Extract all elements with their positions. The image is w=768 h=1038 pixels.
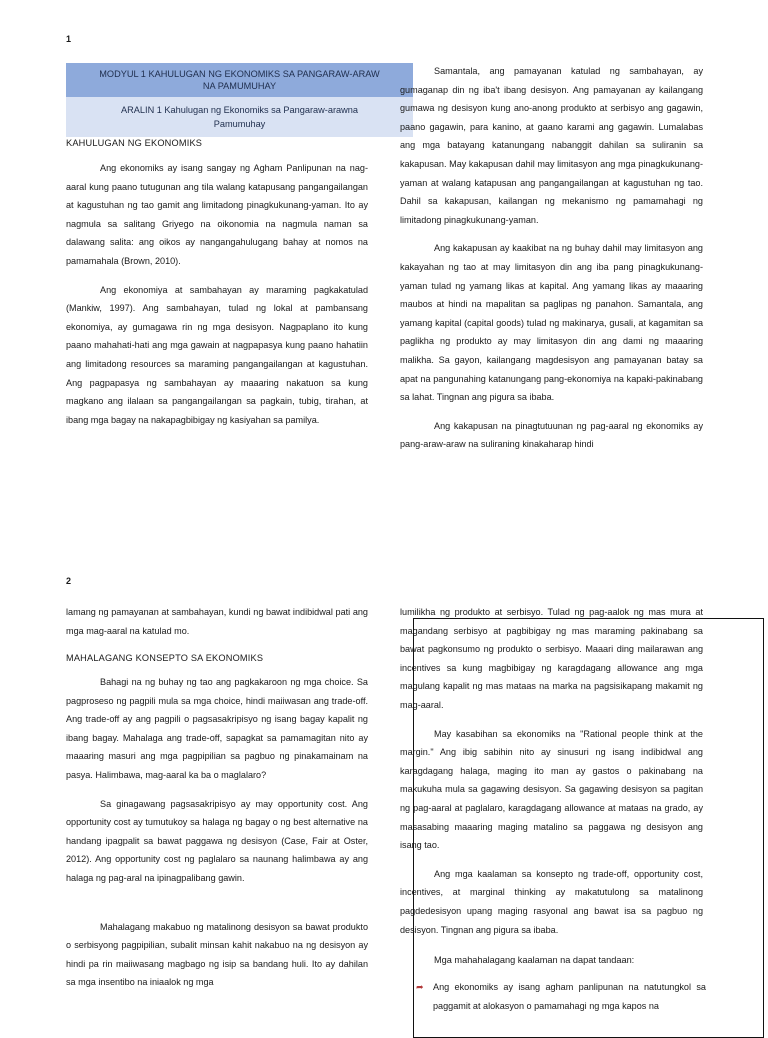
key-point-text: Ang ekonomiks ay isang agham panlipunan na natutungkol sa paggamit at alokasyon o pamamahagi ng mga kapos na	[433, 982, 706, 1011]
paragraph: Sa ginagawang pagsasakripisyo ay may opportunity cost. Ang opportunity cost ay tumutukoy sa halaga ng bagay o ng best alternative na handang ipagpalit sa bawat paggawa ng desisyon (Case, Fair at Oster, 2012). Ang opportunity cost ng paglalaro sa naunang halimbawa ay ang halaga ng pag-aral na ipinagpalibang gawin.	[66, 798, 368, 883]
paragraph: lumilikha ng produkto at serbisyo. Tulad ng pag-aalok ng mas mura at magandang serbisyo at pagbibigay ng mas maraming pakinabang sa bawat pagkonsumo ng produkto o serbisyo. Maaari ding mailarawan ang incentives sa kung magbibigay ng karagdagang allowance ang mga magulang kapalit ng mas mataas na marka na pagsisikapang makamit ng mag-aaral.	[400, 607, 703, 710]
paragraph: Mahalagang makabuo ng matalinong desisyon sa bawat produkto o serbisyong pagpipilian, subalit minsan kahit nakabuo na ng desisyon ay hindi pa rin maiiwasang magbago ng isip sa bandang huli. Ito ay dahilan sa mga insentibo na iniaalok ng mga	[66, 921, 368, 988]
lesson-title: ARALIN 1 Kahulugan ng Ekonomiks sa Pangaraw-arawna Pamumuhay	[121, 105, 358, 129]
key-point-item	[416, 978, 706, 1015]
page-number: 1	[66, 34, 72, 44]
arrow-bullet-icon: ➦	[416, 982, 424, 992]
section-heading: MAHALAGANG KONSEPTO SA EKONOMIKS	[66, 653, 264, 663]
paragraph: May kasabihan sa ekonomiks na "Rational people think at the margin." Ang ibig sabihin nito ay sinusuri ng isang indibidwal ang karagdagang halaga, maging ito man ay gastos o pakinabang na makukuha mula sa gagawing desisyon. Sa gagawing desisyon sa pagitan ng pag-aaral at paglalaro, karagdagang allowance at mataas na grado, ay masasabing maaaring maging matalino sa paggawa ng desisyon ang isang tao.	[400, 728, 703, 851]
page2-left-column	[66, 603, 368, 650]
module-title: MODYUL 1 KAHULUGAN NG EKONOMIKS SA PANGARAW-ARAW NA PAMUMUHAY	[99, 69, 380, 91]
page1-left-column	[66, 159, 368, 439]
paragraph: lamang ng pamayanan at sambahayan, kundi ng bawat indibidwal pati ang mga mag-aaral na katulad mo.	[66, 607, 368, 636]
key-points-title: Mga mahahalagang kaalaman na dapat tandaan:	[434, 955, 635, 965]
page-number: 2	[66, 576, 72, 586]
paragraph: Ang mga kaalaman sa konsepto ng trade-off, opportunity cost, incentives, at marginal thinking ay makatutulong sa matalinong pagdedesisyon upang maging rasyonal ang bawat isa sa pagbuo ng desisyon. Tingnan ang pigura sa ibaba.	[400, 868, 703, 935]
section-heading: KAHULUGAN NG EKONOMIKS	[66, 138, 203, 148]
paragraph: Ang kakapusan na pinagtutuunan ng pag-aaral ng ekonomiks ay pang-araw-araw na suliraning kinakaharap hindi	[400, 420, 703, 450]
module-title-banner	[66, 63, 413, 97]
key-points-box	[413, 618, 764, 1038]
paragraph: Ang ekonomiya at sambahayan ay maraming pagkakatulad (Mankiw, 1997). Ang sambahayan, tulad ng lokal at pambansang ekonomiya, ay gumagawa rin ng mga desisyon. Nagpaplano ito kung paano mahahati-hati ang mga gawain at nagpapasya kung paano hahatiin ang limitadong resources sa maraming pangangailangan at kagustuhan. Ang pagpapasya ng sambahayan ay maaaring nakatuon sa kung magkano ang ilalaan sa pangangailangan sa pagkain, tubig, tirahan, at ibang mga bagay na nakapagbibigay ng kasiyahan sa pamilya.	[66, 284, 368, 425]
paragraph: Ang kakapusan ay kaakibat na ng buhay dahil may limitasyon ang kakayahan ng tao at may limitasyon din ang iba pang pinagkukunang-yaman tulad ng yamang likas at kapital. Ang yamang likas ay maaaring maubos at hindi na mapalitan sa paglipas ng panahon. Samantala, ang yamang kapital (capital goods) tulad ng makinarya, gusali, at kagamitan sa paglikha ng produkto ay may limitasyon din ang dami ng maaaring malikha. Sa gayon, kailangang magdesisyon ang pamayanan batay sa apat na pangunahing katanungang pang-ekonomiya na kapaki-pakinabang sa lahat. Tingnan ang pigura sa ibaba.	[400, 243, 703, 403]
lesson-title-banner	[66, 97, 413, 137]
page1-right-column	[400, 62, 703, 464]
paragraph: Samantala, ang pamayanan katulad ng sambahayan, ay gumaganap din ng iba't ibang desisyon. Ang pamayanan ay kailangang gumawa ng desisyon kung ano-anong produkto at serbisyo ang gagawin, paano gagawin, para kanino, at gaano karami ang gagawin. Lumalabas ang mga batayang katanungang nabanggit dahilan sa suliranin sa kakapusan. May kakapusan dahil may limitasyon ang mga pinagkukunang-yaman at walang katapusan ang pangangailangan at kagustuhan ng tao. Dahil sa kakapusan, kailangan ng mekanismo ng pamamahagi ng limitadong pinagkukunang-yaman.	[400, 66, 703, 225]
paragraph: Ang ekonomiks ay isang sangay ng Agham Panlipunan na nag-aaral kung paano tutugunan ang tila walang katapusang pangangailangan at kagustuhan ng tao gamit ang limitadong pinagkukunang-yaman. Ito ay nagmula sa salitang Griyego na oikonomia na nagmula naman sa dalawang salita: ang oikos ay nangangahulugang bahay at nomos na pamamahala (Brown, 2010).	[66, 163, 368, 266]
page2-left-column-body	[66, 673, 368, 1002]
paragraph: Bahagi na ng buhay ng tao ang pagkakaroon ng mga choice. Sa pagproseso ng pagpili mula sa mga choice, hindi maiiwasan ang trade-off. Ang trade-off ay ang pagpili o pagsasakripisyo ng isang bagay kapalit ng ibang bagay. Mahalaga ang trade-off, sapagkat sa pamamagitan nito ay maaaring masuri ang mga pagpipilian sa pagbuo ng pinakamainam na pasya. Halimbawa, mag-aaral ka ba o maglalaro?	[66, 677, 368, 780]
